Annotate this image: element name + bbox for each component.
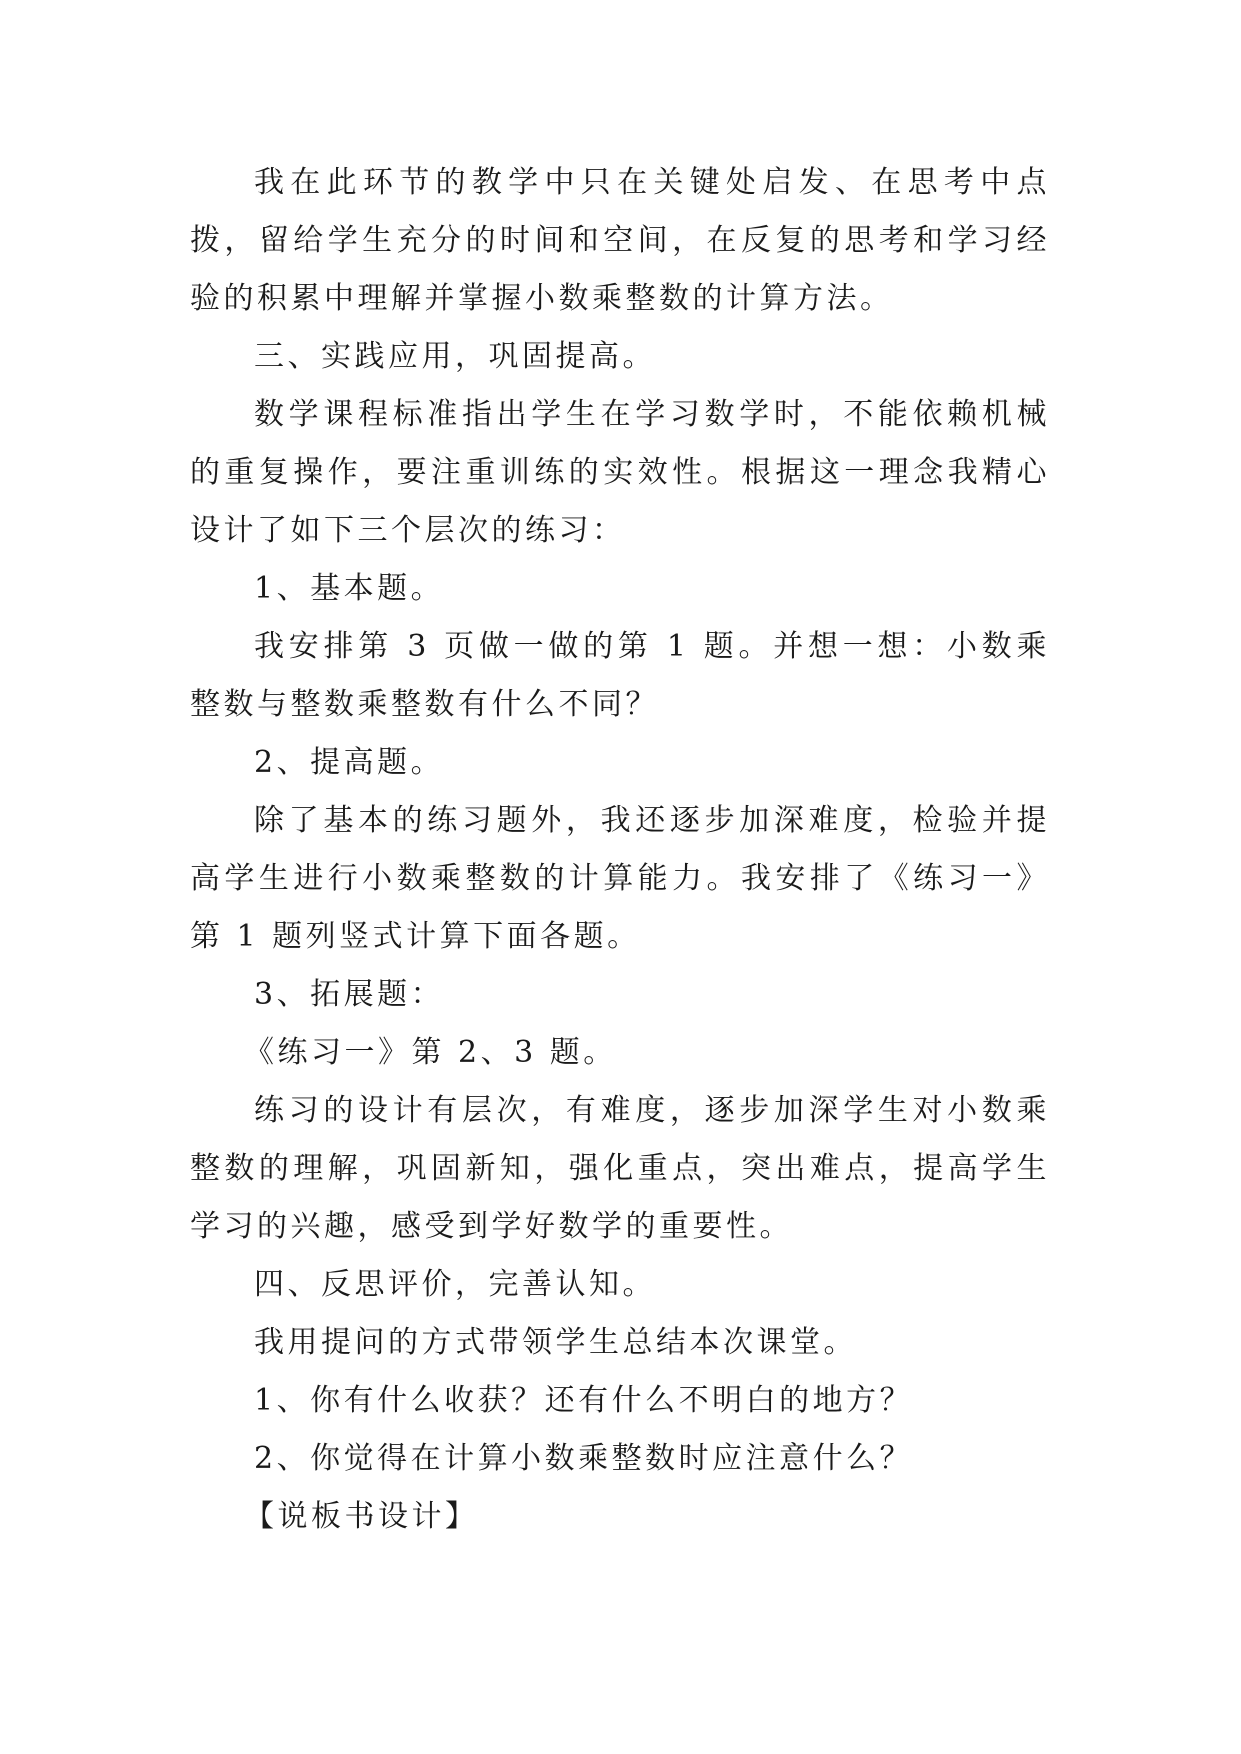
paragraph: 除了基本的练习题外，我还逐步加深难度，检验并提高学生进行小数乘整数的计算能力。我安排了《练习一》第 1 题列竖式计算下面各题。 [190, 803, 1050, 954]
document-body [190, 154, 1050, 1546]
section-heading: 【说板书设计】 [244, 1499, 479, 1534]
question-item: 1、你有什么收获？还有什么不明白的地方？ [254, 1383, 914, 1418]
question-item: 2、你觉得在计算小数乘整数时应注意什么？ [254, 1441, 914, 1476]
paragraph: 数学课程标准指出学生在学习数学时，不能依赖机械的重复操作，要注重训练的实效性。根据这一理念我精心设计了如下三个层次的练习： [190, 397, 1050, 548]
paragraph: 我用提问的方式带领学生总结本次课堂。 [254, 1325, 857, 1360]
paragraph: 《练习一》第 2、3 题。 [244, 1035, 617, 1070]
section-heading: 三、实践应用，巩固提高。 [254, 339, 656, 374]
paragraph: 我在此环节的教学中只在关键处启发、在思考中点拨，留给学生充分的时间和空间，在反复的思考和学习经验的积累中理解并掌握小数乘整数的计算方法。 [190, 165, 1050, 316]
list-heading: 2、提高题。 [254, 745, 445, 780]
list-heading: 3、拓展题： [254, 977, 445, 1012]
section-heading: 四、反思评价，完善认知。 [254, 1267, 656, 1302]
list-heading: 1、基本题。 [254, 571, 445, 606]
paragraph: 练习的设计有层次，有难度，逐步加深学生对小数乘整数的理解，巩固新知，强化重点，突出难点，提高学生学习的兴趣，感受到学好数学的重要性。 [190, 1093, 1050, 1244]
paragraph: 我安排第 3 页做一做的第 1 题。并想一想：小数乘整数与整数乘整数有什么不同？ [190, 629, 1050, 722]
